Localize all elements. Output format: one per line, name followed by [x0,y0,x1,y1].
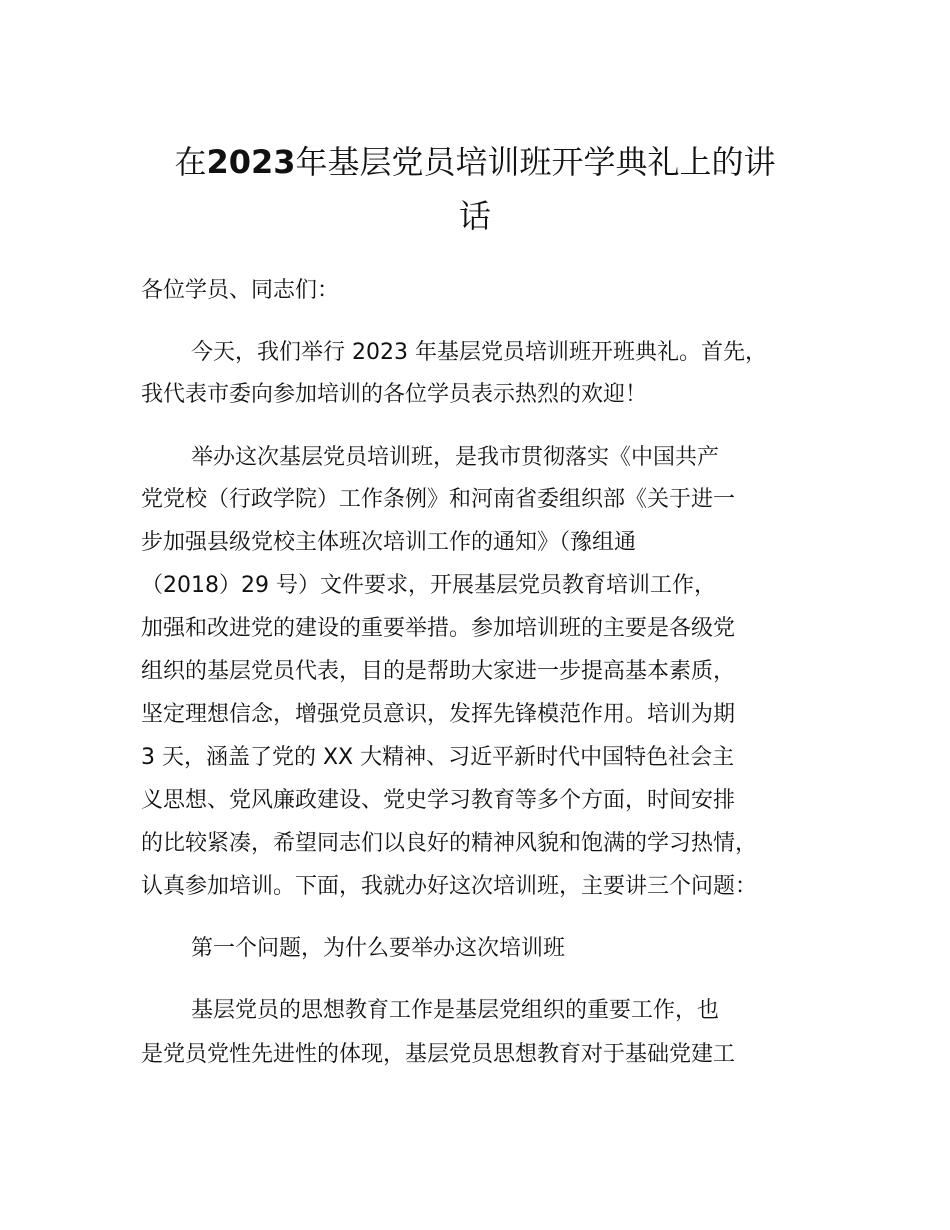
salutation: 各位学员、同志们： [141,278,340,303]
paragraph-line: 3 天，涵盖了党的 XX 大精神、习近平新时代中国特色社会主 [141,745,735,770]
paragraph-line: 加强和改进党的建设的重要举措。参加培训班的主要是各级党 [141,616,736,641]
paragraph-line: 基层党员的思想教育工作是基层党组织的重要工作，也 [191,998,720,1023]
paragraph-line: 举办这次基层党员培训班，是我市贯彻落实《中国共产 [191,445,720,470]
paragraph-line: 步加强县级党校主体班次培训工作的通知》（豫组通 [141,530,637,555]
title-year: 2023 [206,143,296,181]
paragraph-line: 坚定理想信念，增强党员意识，发挥先锋模范作用。培训为期 [141,702,736,727]
document-title-line2 [140,190,810,242]
title-prefix: 在 [174,143,207,181]
paragraph-line: 党党校（行政学院）工作条例》和河南省委组织部《关于进一 [141,487,736,512]
title-line1-rest: 年基层党员培训班开学典礼上的讲 [295,143,776,181]
paragraph-line: 是党员党性先进性的体现，基层党员思想教育对于基础党建工 [141,1042,736,1067]
paragraph-line: 组织的基层党员代表，目的是帮助大家进一步提高基本素质， [141,659,736,684]
paragraph-line: 我代表市委向参加培训的各位学员表示热烈的欢迎！ [141,382,648,407]
paragraph-line: 今天，我们举行 2023 年基层党员培训班开班典礼。首先， [191,340,767,365]
document-title [140,136,810,188]
paragraph-line: 的比较紧凑，希望同志们以良好的精神风貌和饱满的学习热情， [141,831,758,856]
paragraph-line: （2018）29 号）文件要求，开展基层党员教育培训工作， [141,573,716,598]
section-heading: 第一个问题，为什么要举办这次培训班 [191,936,566,961]
paragraph-line: 认真参加培训。下面，我就办好这次培训班，主要讲三个问题： [141,874,758,899]
paragraph-line: 义思想、党风廉政建设、党史学习教育等多个方面，时间安排 [141,788,736,813]
title-line2: 话 [458,197,491,235]
